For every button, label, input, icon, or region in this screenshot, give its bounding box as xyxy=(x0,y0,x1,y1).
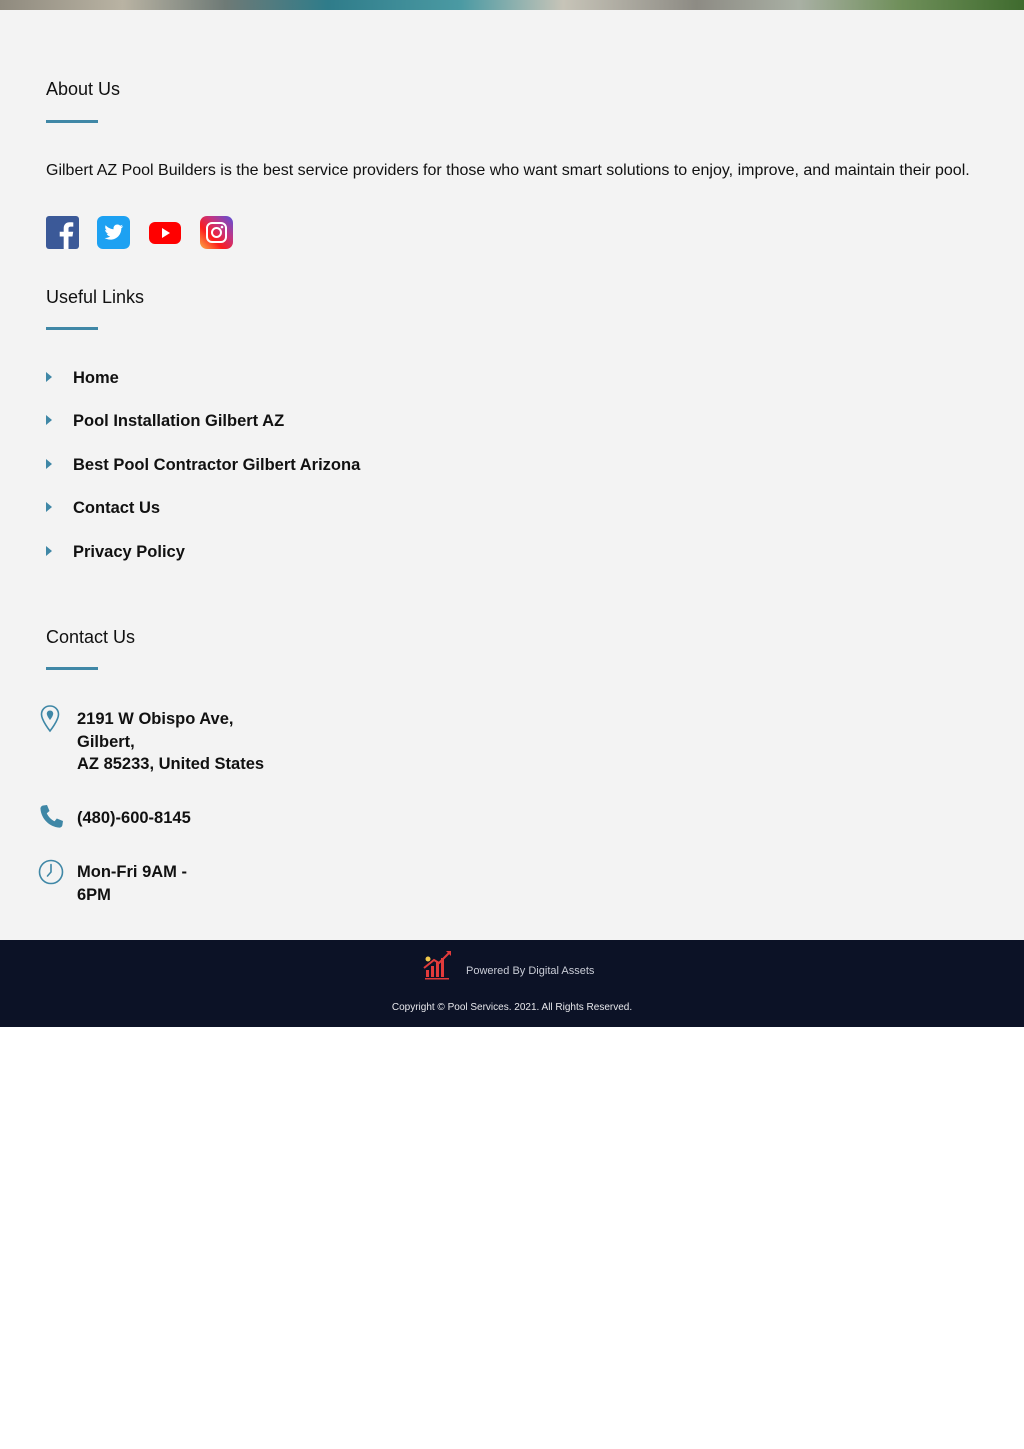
copyright-bar xyxy=(0,940,1024,1027)
about-description: Gilbert AZ Pool Builders is the best service providers for those who want smart solutions to enjoy, improve, and maintain their pool. xyxy=(46,162,970,179)
copyright-text: Copyright © Pool Services. 2021. All Rights Reserved. xyxy=(391,1002,633,1013)
caret-right-icon xyxy=(46,372,52,382)
link-pool-installation[interactable]: Pool Installation Gilbert AZ xyxy=(73,412,285,431)
link-home[interactable]: Home xyxy=(73,369,119,387)
hours-line-1: Mon-Fri 9AM - xyxy=(77,863,187,881)
caret-right-icon xyxy=(46,415,52,425)
address-line-3: AZ 85233, United States xyxy=(77,755,265,773)
powered-by-text[interactable]: Powered By Digital Assets xyxy=(466,965,595,977)
caret-right-icon xyxy=(46,502,52,512)
instagram-icon[interactable] xyxy=(200,216,233,249)
hero-image xyxy=(0,0,1024,10)
useful-links-heading: Useful Links xyxy=(46,287,145,307)
about-heading-underline xyxy=(46,120,98,123)
contact-heading-underline xyxy=(46,667,98,670)
caret-right-icon xyxy=(46,546,52,556)
hours-line-2: 6PM xyxy=(77,885,111,904)
caret-right-icon xyxy=(46,459,52,469)
link-contact-us[interactable]: Contact Us xyxy=(73,499,161,518)
business-hours xyxy=(77,861,187,906)
company-logo-icon xyxy=(420,948,454,987)
phone-number[interactable]: (480)-600-8145 xyxy=(77,809,191,827)
facebook-icon[interactable] xyxy=(46,216,79,249)
useful-links-heading-underline xyxy=(46,327,98,330)
map-pin-icon xyxy=(38,704,62,739)
address-text xyxy=(77,708,264,776)
address-line-1: 2191 W Obispo Ave, xyxy=(77,710,234,728)
phone-icon xyxy=(38,804,64,835)
link-best-pool-contractor[interactable]: Best Pool Contractor Gilbert Arizona xyxy=(73,455,361,474)
contact-heading: Contact Us xyxy=(46,627,136,647)
youtube-icon[interactable] xyxy=(148,216,181,249)
link-privacy-policy[interactable]: Privacy Policy xyxy=(73,542,185,561)
clock-icon xyxy=(38,859,64,890)
about-heading: About Us xyxy=(46,79,121,99)
twitter-icon[interactable] xyxy=(97,216,130,249)
address-line-2: Gilbert, xyxy=(77,732,135,751)
